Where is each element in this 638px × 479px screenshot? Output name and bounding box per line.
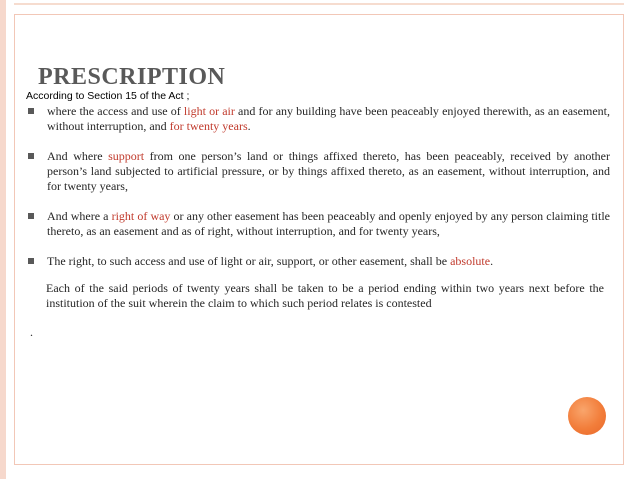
slide-content bbox=[26, 104, 610, 340]
bullet-text: where the access and use of bbox=[47, 104, 184, 118]
slide-title: PRESCRIPTION bbox=[38, 64, 226, 90]
bullet-text: The right, to such access and use of light or air, support, or other easement, shall be bbox=[47, 254, 451, 268]
square-bullet-icon bbox=[28, 153, 34, 159]
bullet-support bbox=[26, 149, 610, 194]
bullet-text: and for any building have been peaceably enjoyed therewith, as an easement, without interruption, and bbox=[47, 104, 611, 133]
highlight-text: light or air bbox=[183, 104, 235, 118]
highlight-text: right of way bbox=[111, 209, 171, 223]
top-decorative-line bbox=[14, 3, 624, 5]
bullet-text: from one person’s land or things affixed thereto, has been peaceably, received by another person’s land subjected to artificial pressure, or by things affixed thereto, as an easement, without interruption, and for twenty years, bbox=[47, 149, 611, 193]
bullet-light-or-air bbox=[26, 104, 610, 134]
bullet-absolute-right bbox=[26, 254, 610, 269]
trailing-period: . bbox=[30, 325, 33, 339]
decorative-orange-circle bbox=[568, 397, 606, 435]
periods-note: Each of the said periods of twenty years shall be taken to be a period ending within two years next before the institution of the suit wherein the claim to which such period relates is contested bbox=[46, 281, 604, 310]
square-bullet-icon bbox=[28, 213, 34, 219]
bullet-text: . bbox=[247, 119, 251, 133]
bullet-right-of-way bbox=[26, 209, 610, 239]
bullet-text: And where a bbox=[47, 209, 112, 223]
square-bullet-icon bbox=[28, 108, 34, 114]
bullet-text: And where bbox=[47, 149, 109, 163]
left-decorative-band bbox=[0, 0, 6, 479]
slide-subtitle: According to Section 15 of the Act ; bbox=[26, 90, 190, 102]
highlight-text: absolute bbox=[450, 254, 491, 268]
highlight-text: for twenty years bbox=[169, 119, 248, 133]
bullet-text: . bbox=[490, 254, 494, 268]
highlight-text: support bbox=[108, 149, 145, 163]
bullet-text: or any other easement has been peaceably and openly enjoyed by any person claiming title thereto, as an easement and as of right, without interruption, and for twenty years, bbox=[47, 209, 610, 238]
square-bullet-icon bbox=[28, 258, 34, 264]
